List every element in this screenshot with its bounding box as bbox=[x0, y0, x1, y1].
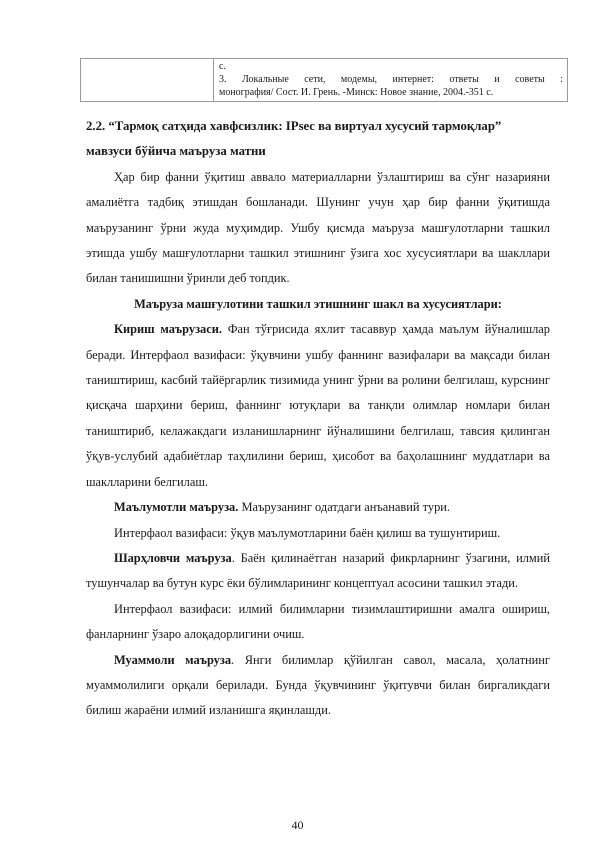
paragraph-intro-lecture bbox=[86, 317, 550, 495]
paragraph-review-lecture bbox=[86, 546, 550, 597]
intro-paragraph: Ҳар бир фанни ўқитиш аввало материалларни ўзлаштириш ва сўнг назарияни амалиётга тадбиқ этишдан бошланади. Шунинг учун ҳар бир фанни ўқитишда маърузанинг ўрни жуда муҳимдир. Ушбу қисмда маъруза машғулотларни ташкил этишда ушбу машғулотларни ташкил этишнинг ўзига хос хусусиятлари ва шакллари билан танишишни ўринли деб топдик. bbox=[86, 169, 550, 286]
paragraph-review-lecture-function bbox=[86, 597, 550, 648]
section-title-line-1: 2.2. “Тармоқ сатҳида хавфсизлик: IPsec ва виртуал хусусий тармоқлар” bbox=[86, 119, 502, 133]
reference-line-2: 3. Локальные сети, модемы, интернет: ответы и советы : bbox=[219, 74, 563, 85]
paragraph-info-lecture-function bbox=[86, 521, 550, 546]
subsection-heading: Маъруза машғулотини ташкил этишнинг шакл ва хусусиятлари: bbox=[134, 296, 502, 311]
term-review-lecture: Шарҳловчи маъруза bbox=[114, 550, 232, 565]
paragraph-review-lecture-text: . Баён қилинаётган назарий фикрларнинг ўзагини, илмий тушунчалар ва бутун курс ёки бўлимларининг концептуал асосини ташкил этади. bbox=[86, 550, 550, 591]
paragraph-review-lecture-function-text: Интерфаол вазифаси: илмий билимларни тизимлаштиришни амалга ошириш, фанларнинг ўзаро алоқадорлигини очиш. bbox=[86, 601, 550, 642]
paragraph-info-lecture bbox=[86, 495, 550, 520]
term-info-lecture: Маълумотли маъруза. bbox=[114, 500, 239, 515]
reference-box-left-cell bbox=[81, 59, 214, 101]
term-intro-lecture: Кириш маърузаси. bbox=[114, 322, 222, 337]
paragraph-intro-lecture-text: Фан тўғрисида яхлит тасаввур ҳамда маълум йўналишлар беради. Интерфаол вазифаси: ўқувчини ушбу фаннинг вазифалари ва мақсади билан таништириш, касбий тайёргарлик тизимида унинг ўрни ва ролини белгилаш, курснинг қисқача шарҳини бериш, фаннинг ютуқлари ва танқли олимлар номлари билан таништириб, келажакдаги изланишларнинг йўналишини белгилаш, тавсия қилинган ўқув-услубий адабиётлар таҳлилини бериш, ҳисобот ва баҳолашнинг муддатлари ва шаклларини белгилаш. bbox=[86, 322, 550, 489]
paragraph-info-lecture-text: Маърузанинг одатдаги анъанавий тури. bbox=[238, 500, 450, 515]
main-content bbox=[86, 114, 550, 724]
paragraph-problem-lecture-text: . Янги билимлар қўйилган савол, масала, ҳолатнинг муаммолилиги орқали берилади. Бунда ўқувчининг ўқитувчи билан биргаликдаги билиш жараёни илмий изланишга яқинлашди. bbox=[86, 652, 550, 718]
page-number: 40 bbox=[291, 818, 304, 832]
reference-box-right-cell bbox=[219, 60, 563, 99]
reference-line-3: монография/ Сост. И. Грень. -Минск: Новое знание, 2004.-351 с. bbox=[219, 87, 494, 98]
reference-box bbox=[80, 58, 568, 102]
section-title-line-2: мавзуси бўйича маъруза матни bbox=[86, 144, 266, 159]
paragraph-problem-lecture bbox=[86, 648, 550, 724]
paragraph-info-lecture-function-text: Интерфаол вазифаси: ўқув маълумотларини баён қилиш ва тушунтириш. bbox=[114, 525, 501, 540]
reference-line-1: с. bbox=[219, 61, 226, 72]
term-problem-lecture: Муаммоли маъруза bbox=[114, 652, 232, 667]
